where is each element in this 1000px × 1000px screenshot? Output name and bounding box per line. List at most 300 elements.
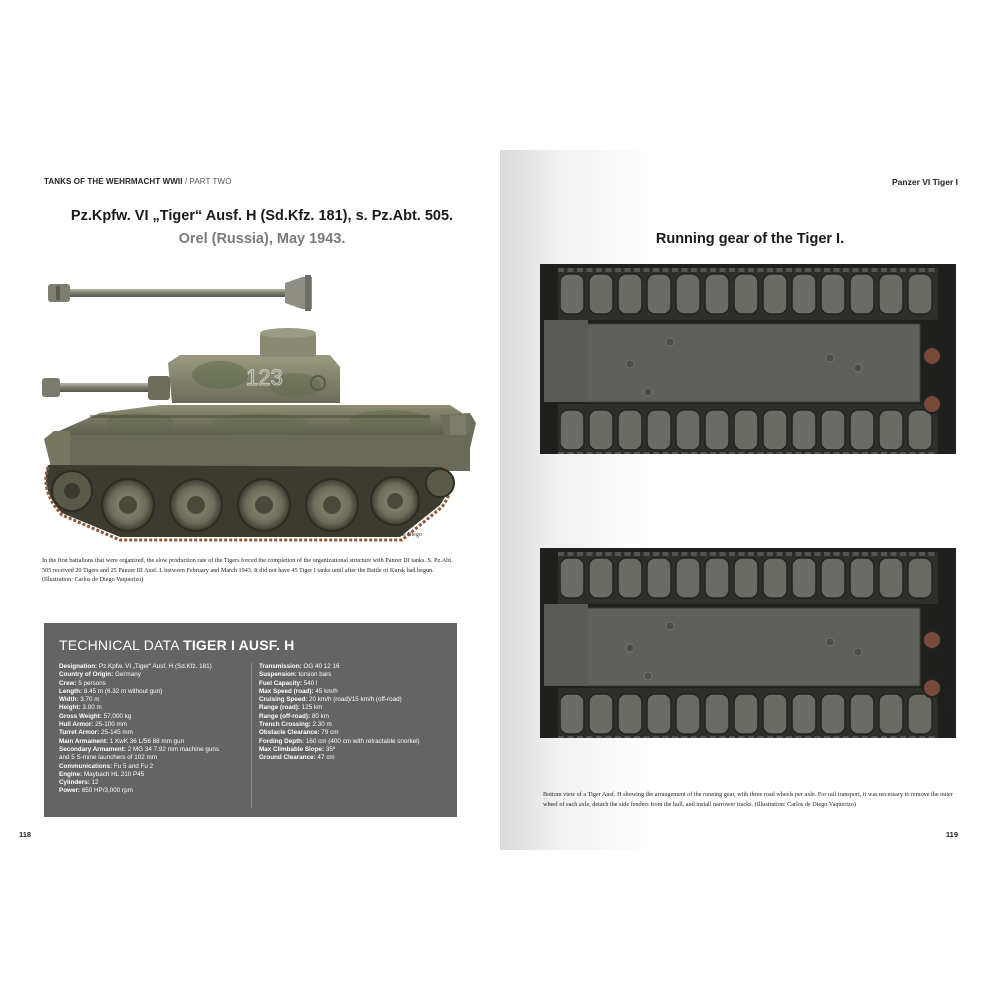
track-link xyxy=(910,552,916,556)
track-link xyxy=(824,452,830,454)
road-wheel-row xyxy=(647,694,671,734)
tech-data-value: 25-100 mm xyxy=(93,721,128,729)
track-link xyxy=(919,452,925,454)
hull-underside-plate xyxy=(586,608,920,686)
road-wheel-row xyxy=(705,558,729,598)
track-link xyxy=(653,552,659,556)
tech-data-row xyxy=(259,696,449,704)
track-link xyxy=(758,452,764,454)
track-link xyxy=(862,736,868,738)
running-gear-view-top xyxy=(540,264,956,454)
tech-data-value: 45 km/h xyxy=(313,687,338,695)
track-link xyxy=(748,452,754,454)
tech-data-value: 160 cm (400 cm with retractable snorkel) xyxy=(304,737,420,745)
track-link xyxy=(558,268,564,272)
track-link xyxy=(653,452,659,454)
access-plate xyxy=(666,622,674,630)
track-link xyxy=(777,452,783,454)
track-link xyxy=(900,452,906,454)
track-link xyxy=(758,552,764,556)
tech-data-value: 35º xyxy=(324,745,336,753)
track-link xyxy=(891,452,897,454)
road-wheel-row xyxy=(734,558,758,598)
track-link xyxy=(777,552,783,556)
track-link xyxy=(701,268,707,272)
tank-side-view-illustration xyxy=(30,275,485,545)
track-link xyxy=(625,268,631,272)
track-link xyxy=(606,452,612,454)
tech-data-value: 8.45 m (6.32 m without gun) xyxy=(82,687,163,695)
tech-data-label: Trench Crossing: xyxy=(259,721,311,729)
track-link xyxy=(900,736,906,738)
track-link xyxy=(739,452,745,454)
track-link xyxy=(587,736,593,738)
tech-data-value: 3.70 m xyxy=(78,696,100,704)
track-link xyxy=(672,452,678,454)
track-link xyxy=(729,268,735,272)
track-link xyxy=(853,552,859,556)
track-link xyxy=(767,736,773,738)
track-link xyxy=(691,268,697,272)
tech-data-row xyxy=(259,704,449,712)
track-link xyxy=(881,268,887,272)
track-link xyxy=(596,268,602,272)
tech-data-value: OG 40 12 16 xyxy=(301,663,340,670)
road-wheel-row xyxy=(792,694,816,734)
track-link xyxy=(634,452,640,454)
access-plate xyxy=(626,644,634,652)
track-link xyxy=(900,552,906,556)
tech-data-row xyxy=(259,688,449,696)
road-wheel-row xyxy=(676,694,700,734)
road-wheel-row xyxy=(589,694,613,734)
track-link xyxy=(710,736,716,738)
road-wheel-row xyxy=(763,410,787,450)
tech-data-label: Communications: xyxy=(59,762,113,770)
track-link xyxy=(720,736,726,738)
track-link xyxy=(872,268,878,272)
track-link xyxy=(929,736,935,738)
track-link xyxy=(644,736,650,738)
road-wheel-row xyxy=(908,558,932,598)
track-link xyxy=(929,268,935,272)
track-link xyxy=(634,552,640,556)
running-gear-title: Running gear of the Tiger I. xyxy=(655,231,845,247)
track-link xyxy=(682,736,688,738)
road-wheel-row xyxy=(734,410,758,450)
track-link xyxy=(720,552,726,556)
track-link xyxy=(786,736,792,738)
tech-data-label: Height: xyxy=(59,704,81,712)
tiger-side-view-svg xyxy=(30,275,485,545)
access-plate xyxy=(826,354,834,362)
tech-data-value: 2.30 m xyxy=(310,721,332,729)
road-wheel-row xyxy=(763,558,787,598)
drive-sprocket xyxy=(923,679,941,697)
road-wheel-row xyxy=(850,410,874,450)
track-link xyxy=(815,736,821,738)
tech-data-label: Cylinders: xyxy=(59,779,90,787)
track-link xyxy=(748,268,754,272)
track-link xyxy=(910,736,916,738)
track-link xyxy=(701,736,707,738)
track-link xyxy=(568,452,574,454)
tech-data-value: 25-145 mm xyxy=(99,729,133,737)
tech-data-row xyxy=(59,754,249,762)
left-page xyxy=(0,150,500,850)
track-link xyxy=(606,736,612,738)
track-link xyxy=(748,552,754,556)
track-link xyxy=(691,452,697,454)
track-link xyxy=(758,268,764,272)
track-link xyxy=(558,736,564,738)
track-link xyxy=(824,552,830,556)
tech-data-label: Power: xyxy=(59,787,80,795)
technical-data-column-left xyxy=(59,663,249,796)
track-link xyxy=(672,268,678,272)
tech-data-row xyxy=(259,713,449,721)
tech-data-row xyxy=(259,738,449,746)
track-link xyxy=(606,268,612,272)
tech-data-label: Country of Origin: xyxy=(59,671,114,679)
track-link xyxy=(634,736,640,738)
track-link xyxy=(862,452,868,454)
turret-number: 123 xyxy=(246,365,283,390)
track-link xyxy=(691,736,697,738)
track-link xyxy=(796,736,802,738)
road-wheel-row xyxy=(908,694,932,734)
road-wheel-row xyxy=(560,558,584,598)
tech-data-value: Maybach HL 210 P45 xyxy=(82,770,145,778)
track-link xyxy=(862,268,868,272)
track-link xyxy=(568,268,574,272)
drive-sprocket xyxy=(923,347,941,365)
tech-data-label: Crew: xyxy=(59,679,77,687)
track-link xyxy=(739,736,745,738)
access-plate xyxy=(854,648,862,656)
track-link xyxy=(767,552,773,556)
track-link xyxy=(634,268,640,272)
tech-data-value: 3.00 m xyxy=(80,704,102,712)
tech-data-value: 540 l xyxy=(302,679,318,687)
track-link xyxy=(929,552,935,556)
tech-data-value: 650 HP/3,000 rpm xyxy=(80,787,133,795)
tech-data-row xyxy=(259,729,449,737)
technical-data-box xyxy=(44,623,457,817)
track-link xyxy=(653,268,659,272)
road-wheel-row xyxy=(908,410,932,450)
tech-data-value: Pz.Kpfw. VI „Tiger“ Ausf. H (Sd.Kfz. 181) xyxy=(97,663,212,670)
track-link xyxy=(815,452,821,454)
track-link xyxy=(682,452,688,454)
track-link xyxy=(596,452,602,454)
track-link xyxy=(587,268,593,272)
access-plate xyxy=(826,638,834,646)
page-subtitle: Orel (Russia), May 1943. xyxy=(178,231,346,247)
road-wheel-row xyxy=(734,694,758,734)
track-link xyxy=(843,736,849,738)
tech-data-row xyxy=(59,771,249,779)
access-plate xyxy=(666,338,674,346)
running-gear-caption: Bottom view of a Tiger Ausf. H showing the arrangement of the running gear, with three road wheels per axle. For rail transport, it was necessary to remove the outer wheel of each axle, detach the side fenders from the hull, and install narrower tracks. (Illustration: Carlos de Diego Vaquerizo) xyxy=(543,791,953,808)
road-wheel-row xyxy=(821,694,845,734)
access-plate xyxy=(644,388,652,396)
tech-data-label: Obstacle Clearance: xyxy=(259,729,320,737)
tech-data-value: 79 cm xyxy=(319,729,339,737)
track-link xyxy=(672,736,678,738)
tech-data-label: Fording Depth: xyxy=(259,737,305,745)
track-link xyxy=(777,736,783,738)
track-link xyxy=(587,552,593,556)
track-link xyxy=(720,268,726,272)
tech-data-label: Transmission: xyxy=(259,663,302,670)
track-link xyxy=(891,552,897,556)
tech-data-label: Suspension: xyxy=(259,671,297,679)
track-link xyxy=(625,452,631,454)
tech-data-row xyxy=(59,721,249,729)
access-plate xyxy=(644,672,652,680)
track-link xyxy=(815,268,821,272)
track-link xyxy=(625,736,631,738)
tech-data-value: Germany xyxy=(113,671,141,679)
track-link xyxy=(805,268,811,272)
tech-data-row xyxy=(59,680,249,688)
track-link xyxy=(824,736,830,738)
tech-data-value: 1 KwK 36 L/56 88 mm gun xyxy=(108,737,185,745)
tech-data-label: Fuel Capacity: xyxy=(259,679,303,687)
access-plate xyxy=(626,360,634,368)
track-link xyxy=(767,452,773,454)
tech-data-row xyxy=(259,671,449,679)
road-wheel-row xyxy=(560,274,584,314)
tech-data-row xyxy=(259,680,449,688)
tech-data-row xyxy=(59,779,249,787)
track-link xyxy=(900,268,906,272)
track-link xyxy=(739,552,745,556)
tech-data-value: 2 MG 34 7.92 mm machine guns xyxy=(125,745,220,753)
running-header-left xyxy=(44,177,232,186)
tech-data-label: Designation: xyxy=(59,663,98,670)
road-wheel-row xyxy=(705,694,729,734)
road-wheel-row xyxy=(560,410,584,450)
road-wheel-row xyxy=(560,694,584,734)
tech-data-value: 5 persons xyxy=(76,679,106,687)
track-link xyxy=(682,268,688,272)
track-link xyxy=(853,452,859,454)
track-link xyxy=(872,452,878,454)
track-link xyxy=(663,268,669,272)
tech-data-row xyxy=(259,754,449,762)
track-link xyxy=(710,552,716,556)
track-link xyxy=(805,452,811,454)
track-link xyxy=(796,268,802,272)
road-wheel-row xyxy=(618,274,642,314)
header-separator: / xyxy=(184,177,188,186)
track-link xyxy=(615,452,621,454)
tech-data-label: Range (road): xyxy=(259,704,300,712)
tech-data-value: 125 km xyxy=(299,704,323,712)
road-wheel-row xyxy=(589,410,613,450)
right-page xyxy=(500,150,1000,850)
illustration-caption: In the first battalions that were organized, the slow production rate of the Tigers forced the completion of the organizational structure with Panzer III tanks. S. Pz.Abt. 505 received 20 Tigers and 25 Panzer III Ausf. L between February and March 1943. It did not have 45 Tiger I tanks until after the Battle of Kursk had begun. (Illustration: Carlos de Diego Vaquerizo) xyxy=(42,557,453,584)
track-link xyxy=(805,552,811,556)
tech-data-row xyxy=(59,663,249,671)
track-link xyxy=(729,736,735,738)
track-link xyxy=(729,552,735,556)
road-wheel-row xyxy=(879,410,903,450)
track-link xyxy=(577,268,583,272)
technical-data-title xyxy=(59,637,294,653)
track-link xyxy=(843,268,849,272)
tech-data-value: 12 xyxy=(89,779,99,787)
track-link xyxy=(834,452,840,454)
tech-data-value: and 5 S-mine launchers of 102 mm xyxy=(59,754,158,762)
road-wheel-row xyxy=(618,410,642,450)
road-wheel-row xyxy=(908,274,932,314)
tech-data-row xyxy=(59,763,249,771)
track-link xyxy=(682,552,688,556)
road-wheel-row xyxy=(734,274,758,314)
track-link xyxy=(796,552,802,556)
tech-data-row xyxy=(59,704,249,712)
track-link xyxy=(644,452,650,454)
road-wheel-row xyxy=(850,558,874,598)
track-link xyxy=(596,552,602,556)
road-wheel-row xyxy=(821,410,845,450)
header-part: PART TWO xyxy=(189,177,232,186)
track-link xyxy=(577,552,583,556)
technical-data-column-right xyxy=(259,663,449,763)
page-number-right: 119 xyxy=(945,830,958,839)
track-link xyxy=(796,452,802,454)
detached-gun-barrel xyxy=(48,275,312,311)
track-link xyxy=(701,552,707,556)
track-link xyxy=(710,268,716,272)
track-link xyxy=(663,552,669,556)
tech-data-value: Fu 5 and Fu 2 xyxy=(112,762,154,770)
technical-data-title-model: TIGER I AUSF. H xyxy=(183,637,295,653)
drive-sprocket xyxy=(923,631,941,649)
track-link xyxy=(653,736,659,738)
tech-data-row xyxy=(259,663,449,671)
track-link xyxy=(862,552,868,556)
tech-data-row xyxy=(259,746,449,754)
road-wheel-row xyxy=(821,558,845,598)
track-link xyxy=(663,736,669,738)
road-wheel-row xyxy=(647,274,671,314)
road-wheel-row xyxy=(618,694,642,734)
tech-data-value: 47 cm xyxy=(315,754,335,762)
track-link xyxy=(558,452,564,454)
road-wheel-row xyxy=(647,558,671,598)
tech-data-label: Engine: xyxy=(59,770,83,778)
road-wheel-row xyxy=(792,558,816,598)
track-link xyxy=(929,452,935,454)
track-link xyxy=(777,268,783,272)
tech-data-value: 57,000 kg xyxy=(101,712,132,720)
track-link xyxy=(663,452,669,454)
tech-data-label: Turret Armor: xyxy=(59,729,100,737)
technical-data-title-prefix: TECHNICAL DATA xyxy=(59,637,184,653)
track-link xyxy=(720,452,726,454)
running-header-right: Panzer VI Tiger I xyxy=(892,177,958,187)
road-wheel-row xyxy=(676,410,700,450)
track-link xyxy=(919,268,925,272)
hull-front-section xyxy=(544,320,588,402)
illustration-credit: C. de Diego xyxy=(393,532,422,538)
road-wheel-row xyxy=(763,274,787,314)
track-link xyxy=(910,452,916,454)
tech-data-value: torsion bars xyxy=(296,671,332,679)
track-link xyxy=(615,552,621,556)
tech-data-row xyxy=(59,696,249,704)
road-wheel-row xyxy=(821,274,845,314)
road-wheel-row xyxy=(647,410,671,450)
track-link xyxy=(568,736,574,738)
road-wheel-row xyxy=(618,558,642,598)
track-link xyxy=(606,552,612,556)
track-link xyxy=(834,736,840,738)
road-wheel-row xyxy=(676,274,700,314)
track-link xyxy=(568,552,574,556)
track-link xyxy=(767,268,773,272)
tech-data-row xyxy=(59,671,249,679)
track-link xyxy=(758,736,764,738)
track-link xyxy=(872,552,878,556)
track-link xyxy=(644,268,650,272)
tech-data-row xyxy=(59,787,249,795)
tech-data-row xyxy=(59,729,249,737)
track-link xyxy=(891,268,897,272)
hull-underside-plate xyxy=(586,324,920,402)
road-wheel-row xyxy=(850,694,874,734)
road-wheel-row xyxy=(792,410,816,450)
track-link xyxy=(729,452,735,454)
track-link xyxy=(587,452,593,454)
track-link xyxy=(739,268,745,272)
track-link xyxy=(824,268,830,272)
road-wheel-row xyxy=(850,274,874,314)
tech-data-row xyxy=(59,688,249,696)
page-number-left: 118 xyxy=(19,830,32,839)
track-link xyxy=(881,452,887,454)
tech-data-row xyxy=(59,738,249,746)
track-link xyxy=(853,268,859,272)
road-wheel-row xyxy=(763,694,787,734)
page-title: Pz.Kpfw. VI „Tiger“ Ausf. H (Sd.Kfz. 181), s. Pz.Abt. 505. xyxy=(70,208,454,224)
hull-front-section xyxy=(544,604,588,686)
drive-sprocket xyxy=(923,395,941,413)
tech-data-value: 80 km xyxy=(310,712,329,720)
tech-data-row xyxy=(259,721,449,729)
tech-data-row xyxy=(59,746,249,754)
tech-data-label: Secondary Armament: xyxy=(59,745,126,753)
road-wheel-row xyxy=(879,694,903,734)
track-link xyxy=(577,736,583,738)
track-link xyxy=(910,268,916,272)
track-link xyxy=(577,452,583,454)
tech-data-label: Hull Armor: xyxy=(59,721,94,729)
tech-data-label: Max Climbable Slope: xyxy=(259,745,325,753)
track-link xyxy=(615,736,621,738)
track-link xyxy=(644,552,650,556)
access-plate xyxy=(854,364,862,372)
road-wheel-row xyxy=(792,274,816,314)
track-link xyxy=(625,552,631,556)
road-wheel-row xyxy=(589,558,613,598)
track-link xyxy=(596,736,602,738)
tech-data-label: Main Armament: xyxy=(59,737,109,745)
